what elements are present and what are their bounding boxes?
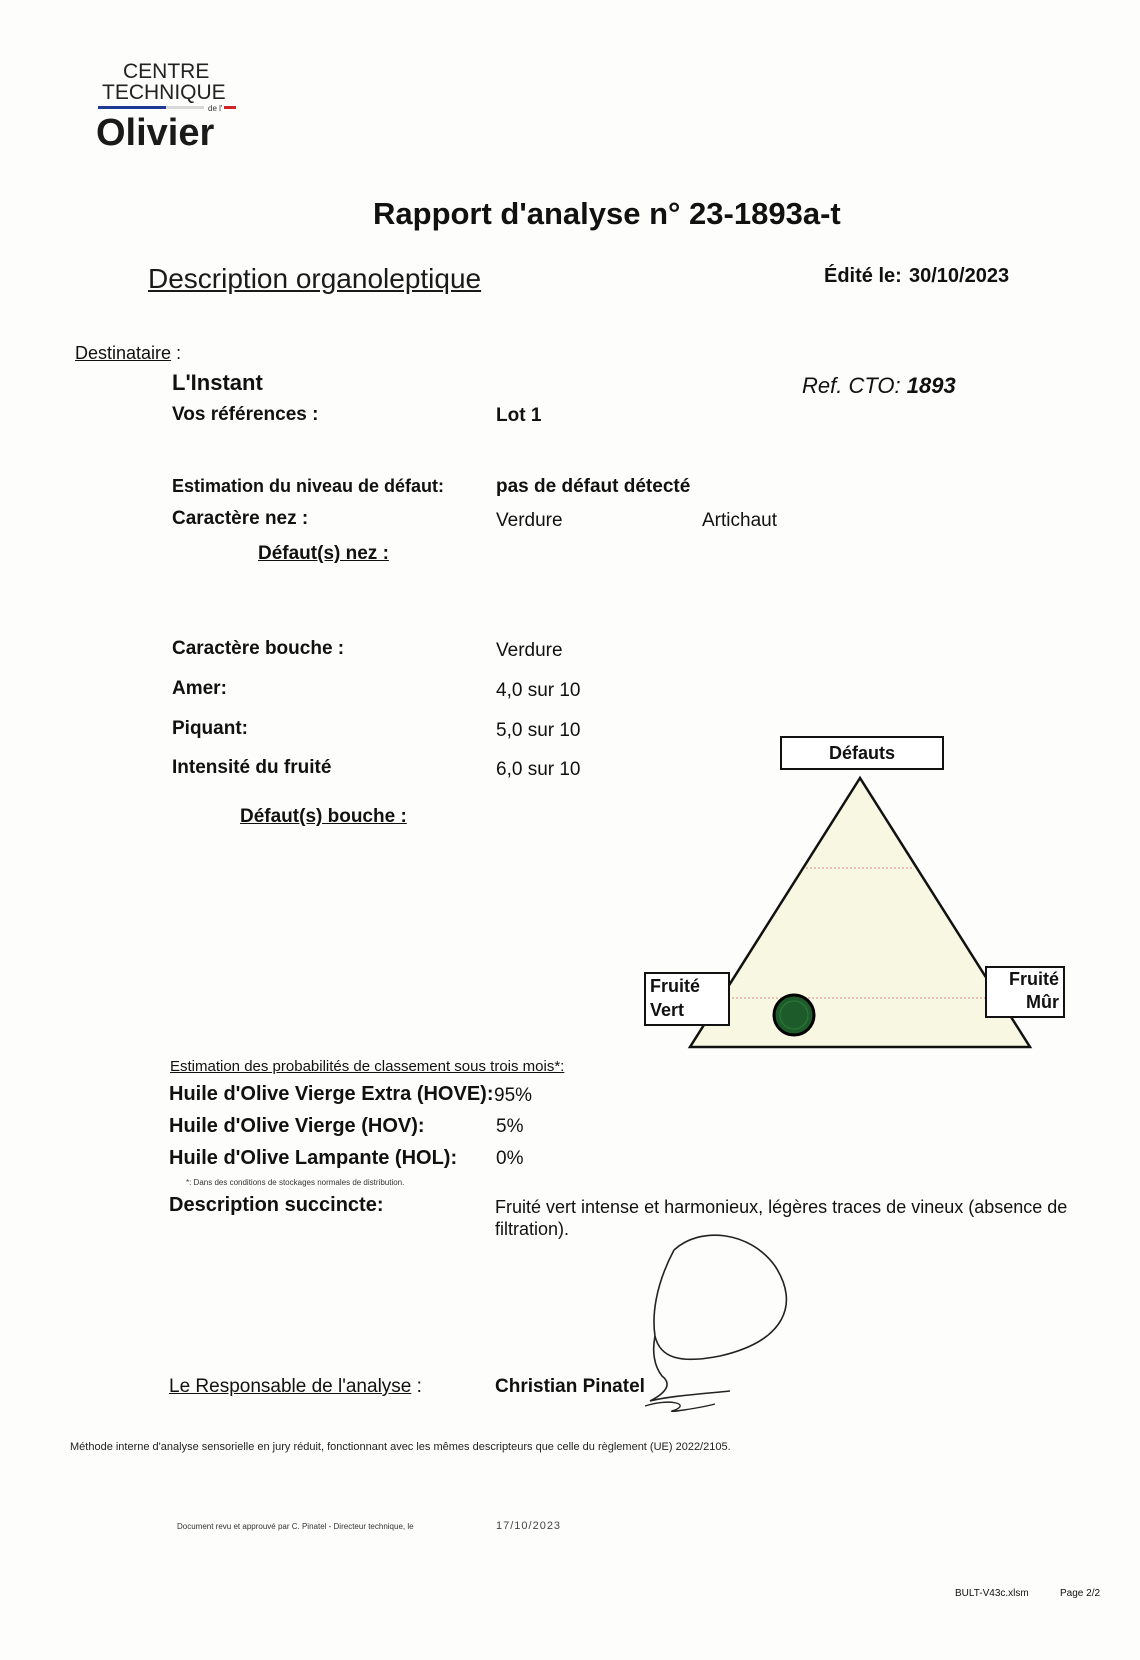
triangle-shape — [690, 778, 1030, 1047]
approval-date: 17/10/2023 — [496, 1520, 562, 1532]
description-label: Description succincte: — [169, 1194, 384, 1216]
triangle-left-label-1: Fruité — [650, 976, 701, 996]
nose-label: Caractère nez : — [172, 508, 309, 529]
prob-label-hov: Huile d'Olive Vierge (HOV): — [169, 1115, 425, 1137]
logo — [96, 58, 246, 158]
file-name: BULT-V43c.xlsm — [955, 1588, 1029, 1599]
page-value: 2/2 — [1086, 1588, 1101, 1599]
ref-cto-value: 1893 — [906, 373, 956, 398]
triangle-top-label: Défauts — [828, 743, 895, 763]
pungent-label: Piquant: — [172, 718, 248, 739]
page-subtitle: Description organoleptique — [148, 263, 482, 294]
fruity-value: 6,0 sur 10 — [496, 759, 581, 780]
method-note: Méthode interne d'analyse sensorielle en jury réduit, fonctionnant avec les mêmes descripteurs que celle du règlement (UE) 2022/2105. — [70, 1441, 731, 1453]
probabilities-title: Estimation des probabilités de classement sous trois mois*: — [170, 1058, 565, 1075]
edited-label: Édité le: — [824, 265, 902, 287]
your-refs-value: Lot 1 — [496, 405, 542, 426]
recipient-label-group — [75, 343, 181, 364]
approval-note: Document revu et approuvé par C. Pinatel - Directeur technique, le — [177, 1522, 414, 1531]
pungent-value: 5,0 sur 10 — [496, 720, 581, 741]
page-label: Page — [1060, 1588, 1084, 1599]
defect-level-label: Estimation du niveau de défaut: — [172, 476, 445, 496]
prob-label-hove: Huile d'Olive Vierge Extra (HOVE): — [169, 1083, 494, 1105]
triangle-right-label-1: Fruité — [1008, 969, 1059, 989]
prob-label-hol: Huile d'Olive Lampante (HOL): — [169, 1147, 458, 1169]
nose-value-1: Verdure — [496, 510, 563, 531]
triangle-label-defects — [780, 736, 944, 770]
signature-icon — [640, 1226, 820, 1416]
responsible-label: Le Responsable de l'analyse — [169, 1376, 412, 1397]
responsible-label-group — [169, 1376, 422, 1398]
logo-small-text: de l' — [208, 104, 223, 113]
bitter-value: 4,0 sur 10 — [496, 680, 581, 701]
recipient-name: L'Instant — [172, 370, 263, 395]
recipient-label: Destinataire — [75, 343, 172, 363]
ref-cto-group — [802, 373, 956, 399]
mouth-label: Caractère bouche : — [172, 638, 345, 659]
triangle-left-label-2: Vert — [650, 1000, 685, 1020]
storage-footnote: *: Dans des conditions de stockages normales de distribution. — [186, 1178, 405, 1187]
bitter-label: Amer: — [172, 678, 227, 699]
prob-value-hol: 0% — [496, 1148, 524, 1169]
nose-value-2: Artichaut — [702, 510, 777, 531]
description-line-1: Fruité vert intense et harmonieux, légères traces de vineux (absence de — [495, 1197, 1068, 1217]
logo-line-technique: TECHNIQUE — [102, 81, 226, 104]
ref-cto-label: Ref. CTO: — [802, 373, 901, 398]
defect-level-value: pas de défaut détecté — [496, 476, 691, 497]
responsible-colon: : — [416, 1376, 422, 1397]
recipient-colon: : — [176, 343, 182, 363]
responsible-name: Christian Pinatel — [495, 1376, 645, 1397]
fruity-label: Intensité du fruité — [172, 757, 332, 778]
logo-line-centre: CENTRE — [123, 60, 210, 83]
description-line-2: filtration). — [495, 1219, 570, 1239]
edited-date: 30/10/2023 — [909, 265, 1010, 287]
triangle-right-label-2: Mûr — [1026, 992, 1059, 1012]
logo-line-olivier: Olivier — [96, 112, 215, 154]
mouth-defects-label: Défaut(s) bouche : — [240, 806, 407, 827]
prob-value-hove: 95% — [494, 1085, 533, 1106]
prob-value-hov: 5% — [496, 1116, 524, 1137]
triangle-label-green-fruity — [644, 972, 730, 1026]
your-refs-label: Vos références : — [172, 404, 319, 425]
triangle-label-ripe-fruity — [985, 966, 1065, 1018]
page-number — [1060, 1588, 1100, 1599]
nose-defects-label: Défaut(s) nez : — [258, 543, 389, 564]
report-title: Rapport d'analyse n° 23-1893a-t — [373, 196, 841, 231]
mouth-value: Verdure — [496, 640, 563, 661]
